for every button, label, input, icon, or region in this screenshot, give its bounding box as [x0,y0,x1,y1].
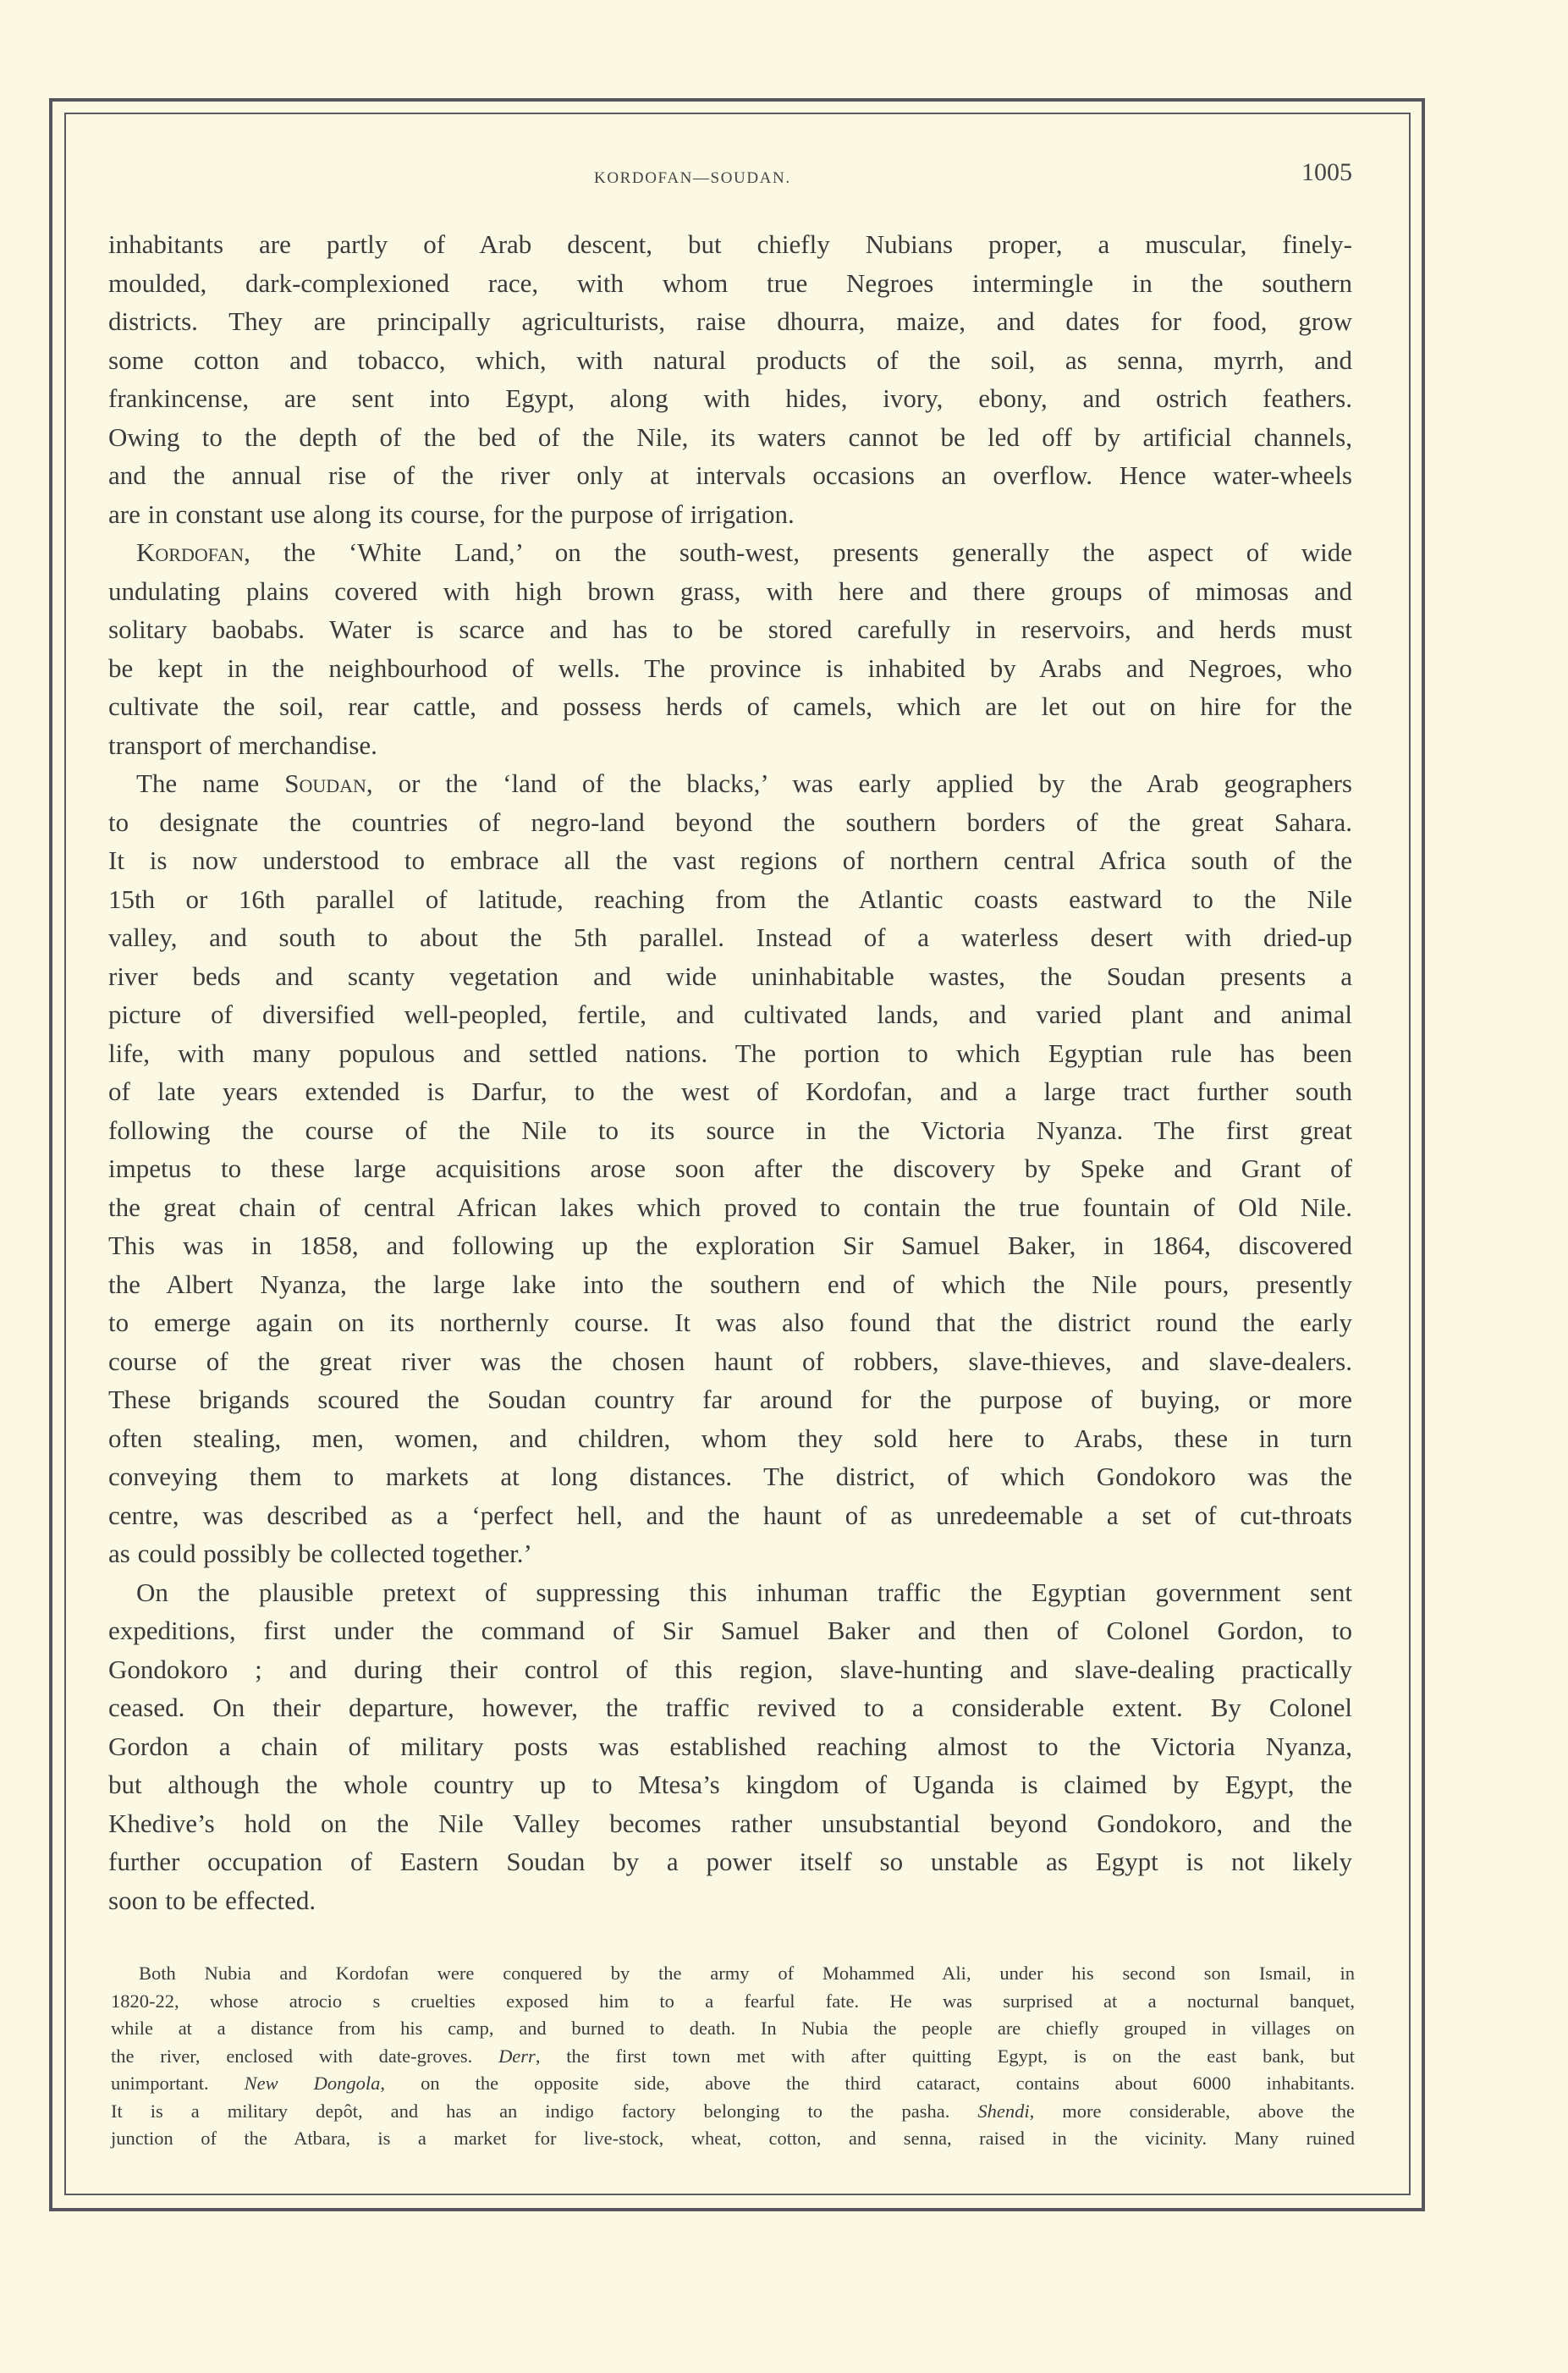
body-line: the great chain of central African lakes which proved to contain the true fountain of Old Nile. [108,1192,1352,1222]
body-line: to emerge again on its northernly course. It was also found that the district round the early [108,1308,1352,1337]
body-line: soon to be effected. [108,1885,316,1915]
body-line: It is now understood to embrace all the vast regions of northern central Africa south of the [108,845,1352,875]
paragraph-pretext-first-line: On the plausible pretext of suppressing this inhuman traffic the Egyptian government sent [136,1577,1352,1607]
body-line: following the course of the Nile to its source in the Victoria Nyanza. The first great [108,1115,1352,1145]
body-line: transport of merchandise. [108,730,377,760]
paragraph-soudan-first-line: The name Soudan, or the ‘land of the blacks,’ was early applied by the Arab geographers [136,768,1352,798]
body-line: are in constant use along its course, for the purpose of irrigation. [108,498,795,529]
body-line: picture of diversified well-peopled, fertile, and cultivated lands, and varied plant and animal [108,999,1352,1029]
body-line: often stealing, men, women, and children, whom they sold here to Arabs, these in turn [108,1423,1352,1453]
body-line: conveying them to markets at long distances. The district, of which Gondokoro was the [108,1462,1352,1491]
body-line: cultivate the soil, rear cattle, and possess herds of camels, which are let out on hire for the [108,691,1352,721]
body-line: life, with many populous and settled nations. The portion to which Egyptian rule has been [108,1038,1352,1068]
body-line: to designate the countries of negro-land beyond the southern borders of the great Sahara. [108,807,1352,837]
body-line: as could possibly be collected together.’ [108,1539,532,1568]
body-line: river beds and scanty vegetation and wide uninhabitable wastes, the Soudan presents a [108,961,1352,991]
kordofan-smallcaps: Kordofan [136,537,245,567]
body-text [108,225,1352,1919]
body-line: valley, and south to about the 5th parallel. Instead of a waterless desert with dried-up [108,922,1352,952]
running-head: KORDOFAN—SOUDAN. [594,169,791,187]
body-line: These brigands scoured the Soudan country far around for the purpose of buying, or more [108,1385,1352,1414]
footnote-line: 1820-22, whose atrocio s cruelties exposed him to a fearful fate. He was surprised at a nocturnal banquet, [111,1990,1355,2012]
footnote-line: the river, enclosed with date-groves. Derr, the first town met with after quitting Egypt, is on the east bank, but [111,2045,1355,2067]
body-line: frankincense, are sent into Egypt, along with hides, ivory, ebony, and ostrich feathers. [108,383,1352,413]
paragraph-kordofan-first-line: Kordofan, the ‘White Land,’ on the south-west, presents generally the aspect of wide [136,537,1352,567]
body-line: Khedive’s hold on the Nile Valley becomes rather unsubstantial beyond Gondokoro, and the [108,1808,1352,1838]
soudan-smallcaps: Soudan [284,768,366,798]
body-line: 15th or 16th parallel of latitude, reaching from the Atlantic coasts eastward to the Nile [108,884,1352,914]
body-line: solitary baobabs. Water is scarce and has to be stored carefully in reservoirs, and herds must [108,614,1352,644]
footnote-line: junction of the Atbara, is a market for live-stock, wheat, cotton, and senna, raised in the vicinity. Many ruined [111,2128,1355,2149]
footnote-line: while at a distance from his camp, and burned to death. In Nubia the people are chiefly grouped in villages on [111,2018,1355,2039]
body-line: course of the great river was the chosen haunt of robbers, slave-thieves, and slave-dealers. [108,1346,1352,1376]
page-number: 1005 [1301,158,1352,186]
body-line: ceased. On their departure, however, the traffic revived to a considerable extent. By Colonel [108,1693,1352,1722]
body-line: but although the whole country up to Mtesa’s kingdom of Uganda is claimed by Egypt, the [108,1770,1352,1799]
body-line: of late years extended is Darfur, to the west of Kordofan, and a large tract further south [108,1076,1352,1106]
body-line: centre, was described as a ‘perfect hell, and the haunt of as unredeemable a set of cut-throats [108,1500,1352,1530]
body-line: This was in 1858, and following up the exploration Sir Samuel Baker, in 1864, discovered [108,1231,1352,1260]
body-line: inhabitants are partly of Arab descent, but chiefly Nubians proper, a muscular, finely- [108,229,1352,259]
place-name-derr: Derr [498,2045,536,2067]
body-line: Gordon a chain of military posts was established reaching almost to the Victoria Nyanza, [108,1731,1352,1761]
place-name-new-dongola: New Dongola [244,2073,381,2094]
body-line: be kept in the neighbourhood of wells. The province is inhabited by Arabs and Negroes, who [108,652,1352,683]
footnote-line: It is a military depôt, and has an indigo factory belonging to the pasha. Shendi, more considerable, above the [111,2100,1355,2122]
footnote [111,1960,1355,2153]
body-line: moulded, dark-complexioned race, with whom true Negroes intermingle in the southern [108,267,1352,298]
body-line: expeditions, first under the command of Sir Samuel Baker and then of Colonel Gordon, to [108,1616,1352,1645]
body-line: and the annual rise of the river only at intervals occasions an overflow. Hence water-wheels [108,460,1352,490]
body-line: Owing to the depth of the bed of the Nile, its waters cannot be led off by artificial channels, [108,421,1352,452]
body-line: Gondokoro ; and during their control of this region, slave-hunting and slave-dealing practically [108,1654,1352,1684]
body-line: some cotton and tobacco, which, with natural products of the soil, as senna, myrrh, and [108,344,1352,375]
body-line: undulating plains covered with high brown grass, with here and there groups of mimosas and [108,575,1352,606]
body-line: the Albert Nyanza, the large lake into the southern end of which the Nile pours, presently [108,1269,1352,1299]
body-line: further occupation of Eastern Soudan by a power itself so unstable as Egypt is not likely [108,1847,1352,1876]
place-name-shendi: Shendi [977,2100,1030,2122]
footnote-line: Both Nubia and Kordofan were conquered by the army of Mohammed Ali, under his second son Ismail, in [139,1963,1355,1984]
footnote-line: unimportant. New Dongola, on the opposite side, above the third cataract, contains about 6000 inhabitants. [111,2073,1355,2094]
body-line: districts. They are principally agriculturists, raise dhourra, maize, and dates for food, grow [108,306,1352,336]
body-line: impetus to these large acquisitions arose soon after the discovery by Speke and Grant of [108,1153,1352,1183]
